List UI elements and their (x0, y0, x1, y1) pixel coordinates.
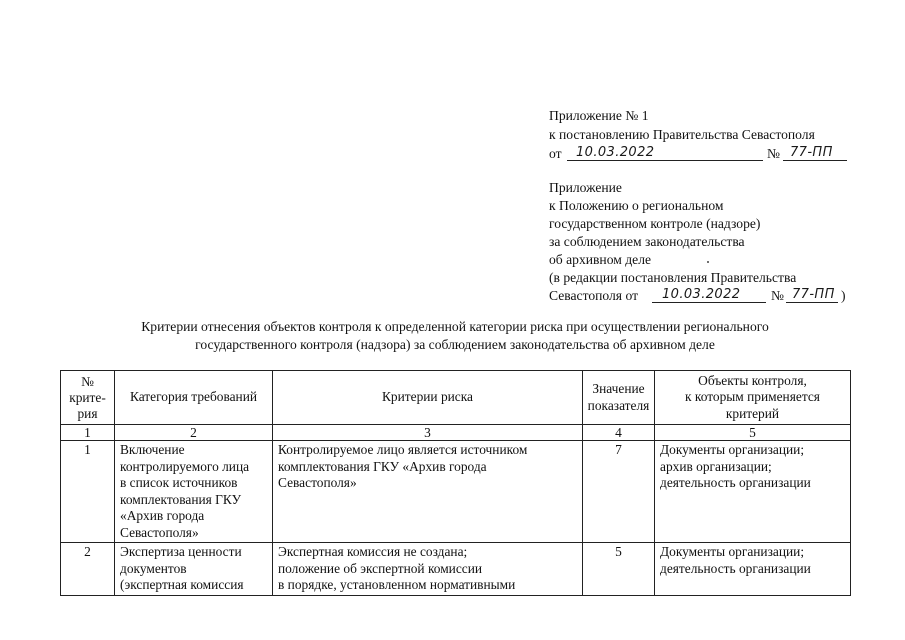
criteria-line: Экспертная комиссия не создана; (278, 544, 468, 559)
row-category (115, 543, 273, 596)
appendix2-close-paren: ) (841, 288, 846, 303)
objects-line: архив организации; (660, 458, 772, 474)
header-num-line1: № (81, 373, 94, 389)
row-value: 5 (583, 543, 655, 596)
appendix2-date-underline (652, 302, 766, 303)
header-num-line2: крите- (69, 389, 106, 405)
row-value: 7 (583, 441, 655, 543)
row-criteria (273, 543, 583, 596)
header-objects-line2: к которым применяется (685, 389, 820, 405)
appendix1-number-handwritten: 77-ПП (790, 145, 833, 160)
appendix1-number-prefix: № (767, 146, 780, 161)
row-number: 2 (61, 543, 115, 596)
doc-title-line1: Критерии отнесения объектов контроля к определенной категории риска при осуществлении регионального (141, 319, 769, 334)
category-line: контролируемого лица (120, 458, 250, 474)
category-line: Севастополя» (120, 524, 199, 540)
column-number: 4 (583, 425, 655, 441)
ink-dot (707, 261, 709, 263)
appendix1-number-underline (783, 160, 847, 161)
category-line: документов (120, 560, 187, 576)
row-criteria (273, 441, 583, 543)
category-line: Включение (120, 442, 185, 457)
header-objects-line1: Объекты контроля, (698, 372, 807, 388)
table-row (61, 441, 851, 543)
column-number-row (61, 425, 851, 441)
appendix2-date-prefix: Севастополя от (549, 288, 639, 303)
appendix1-date-handwritten: 10.03.2022 (576, 145, 655, 160)
appendix1-date-underline (567, 160, 763, 161)
appendix2-line5: (в редакции постановления Правительства (549, 270, 797, 285)
criteria-line: в порядке, установленном нормативными (278, 577, 516, 592)
criteria-table (60, 370, 851, 596)
objects-line: деятельность организации (660, 560, 811, 576)
header-objects-line3: критерий (725, 405, 780, 421)
header-criterion-number (61, 371, 115, 425)
row-category (115, 441, 273, 543)
appendix2-date-handwritten: 10.03.2022 (662, 287, 741, 302)
column-number: 3 (273, 425, 583, 441)
header-value-line2: показателя (587, 397, 650, 413)
row-objects (655, 441, 851, 543)
column-number: 2 (115, 425, 273, 441)
appendix2-number-underline (786, 302, 838, 303)
header-objects (655, 371, 851, 425)
appendix2-line3: за соблюдением законодательства (549, 234, 745, 249)
appendix1-resolution: к постановлению Правительства Севастополя (549, 127, 815, 142)
appendix1-date-prefix: от (549, 146, 562, 161)
appendix2-number-prefix: № (771, 288, 784, 303)
row-number: 1 (61, 441, 115, 543)
criteria-line: положение об экспертной комиссии (278, 560, 483, 576)
column-number: 1 (61, 425, 115, 441)
table-row (61, 543, 851, 596)
header-risk-criteria: Критерии риска (273, 371, 583, 425)
category-line: комплектования ГКУ (120, 491, 242, 507)
table-header-row (61, 371, 851, 425)
appendix2-line1: к Положению о региональном (549, 198, 724, 213)
objects-line: Документы организации; (660, 544, 805, 559)
doc-title-line2: государственного контроля (надзора) за соблюдением законодательства об архивном деле (195, 337, 715, 352)
objects-line: деятельность организации (660, 475, 811, 490)
category-line: в список источников (120, 475, 238, 490)
appendix2-line2: государственном контроле (надзоре) (549, 216, 761, 231)
header-category: Категория требований (115, 371, 273, 425)
row-objects (655, 543, 851, 596)
category-line: (экспертная комиссия (120, 577, 244, 592)
header-value (583, 371, 655, 425)
criteria-line: комплектования ГКУ «Архив города (278, 458, 487, 474)
objects-line: Документы организации; (660, 442, 805, 457)
header-num-line3: рия (77, 405, 98, 421)
criteria-line: Севастополя» (278, 475, 357, 490)
appendix2-line4: об архивном деле (549, 252, 652, 267)
column-number: 5 (655, 425, 851, 441)
appendix2-number-handwritten: 77-ПП (792, 287, 835, 302)
appendix2-title: Приложение (549, 180, 622, 195)
appendix1-title: Приложение № 1 (549, 108, 649, 123)
header-value-line1: Значение (592, 381, 645, 396)
criteria-line: Контролируемое лицо является источником (278, 442, 528, 457)
category-line: Экспертиза ценности (120, 544, 242, 559)
category-line: «Архив города (120, 508, 205, 523)
